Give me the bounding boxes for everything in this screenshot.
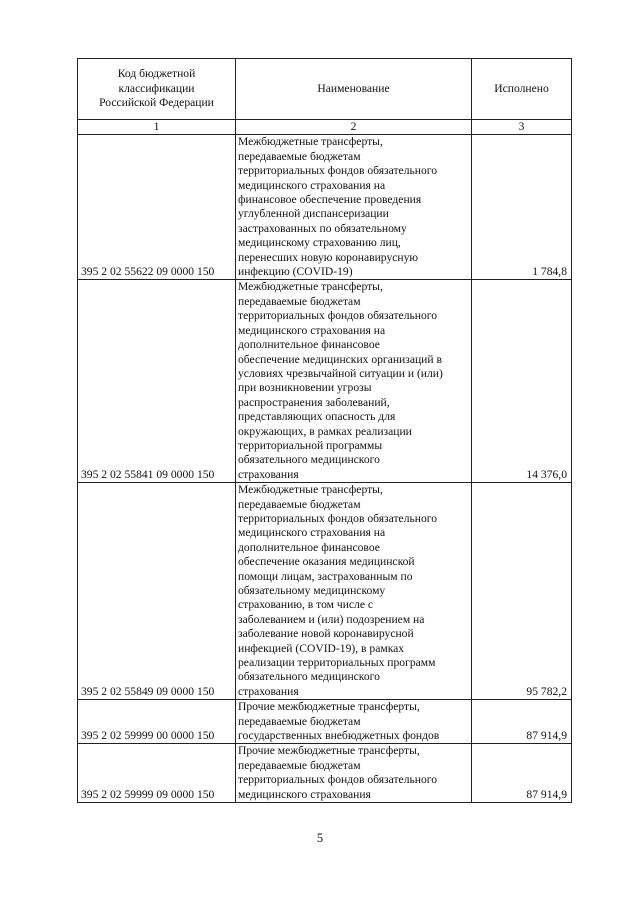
header-row <box>78 59 572 120</box>
table-row <box>78 280 572 483</box>
budget-code: 395 2 02 59999 09 0000 150 <box>78 744 236 803</box>
budget-code: 395 2 02 59999 00 0000 150 <box>78 700 236 744</box>
header-name: Наименование <box>236 59 472 120</box>
executed-amount: 1 784,8 <box>472 135 572 280</box>
executed-amount: 87 914,9 <box>472 700 572 744</box>
budget-code: 395 2 02 55841 09 0000 150 <box>78 280 236 483</box>
budget-code: 395 2 02 55849 09 0000 150 <box>78 483 236 700</box>
table-row <box>78 483 572 700</box>
table-row <box>78 744 572 803</box>
item-name: Межбюджетные трансферты, передаваемые бюджетам территориальных фондов обязательного медицинского страхования на финансовое обеспечение проведения углубленной диспансеризации застрахованных по обязательному медицинскому страхованию лиц, перенесших новую коронавирусную инфекцию (COVID-19) <box>236 135 472 280</box>
table-row <box>78 700 572 744</box>
column-number: 1 <box>78 120 236 135</box>
column-number-row <box>78 120 572 135</box>
budget-code: 395 2 02 55622 09 0000 150 <box>78 135 236 280</box>
executed-amount: 87 914,9 <box>472 744 572 803</box>
item-name: Прочие межбюджетные трансферты, передаваемые бюджетам территориальных фондов обязательного медицинского страхования <box>236 744 472 803</box>
column-number: 2 <box>236 120 472 135</box>
header-executed: Исполнено <box>472 59 572 120</box>
executed-amount: 95 782,2 <box>472 483 572 700</box>
table-row <box>78 135 572 280</box>
item-name: Межбюджетные трансферты, передаваемые бюджетам территориальных фондов обязательного медицинского страхования на дополнительное финансовое обеспечение медицинских организаций в условиях чрезвычайной ситуации и (или) при возникновении угрозы распространения заболеваний, представляющих опасность для окружающих, в рамках реализации территориальной программы обязательного медицинского страхования <box>236 280 472 483</box>
page-number: 5 <box>316 831 324 845</box>
item-name: Межбюджетные трансферты, передаваемые бюджетам территориальных фондов обязательного медицинского страхования на дополнительное финансовое обеспечение оказания медицинской помощи лицам, застрахованным по обязательному медицинскому страхованию, в том числе с заболеванием и (или) подозрением на заболевание новой коронавирусной инфекцией (COVID-19), в рамках реализации территориальных программ обязательного медицинского страхования <box>236 483 472 700</box>
header-code: Код бюджетной классификации Российской Федерации <box>78 59 236 120</box>
budget-execution-table <box>77 58 572 803</box>
item-name: Прочие межбюджетные трансферты, передаваемые бюджетам государственных внебюджетных фондов <box>236 700 472 744</box>
executed-amount: 14 376,0 <box>472 280 572 483</box>
column-number: 3 <box>472 120 572 135</box>
